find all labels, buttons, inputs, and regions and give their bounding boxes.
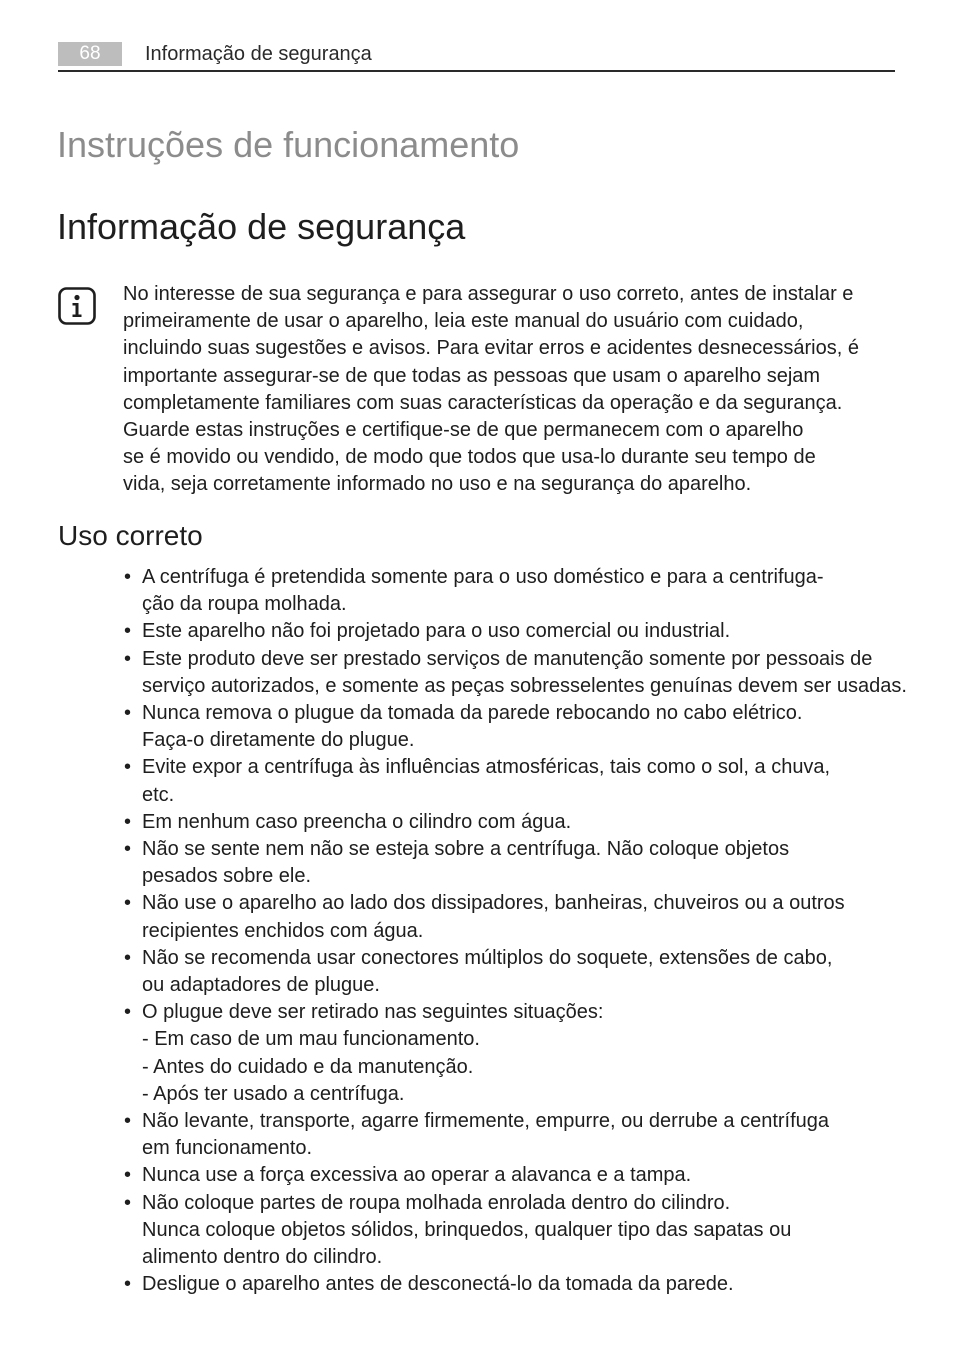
list-item-line: alimento dentro do cilindro.	[142, 1246, 383, 1269]
bullet-marker: •	[124, 1273, 132, 1296]
chapter-title: Instruções de funcionamento	[57, 124, 520, 165]
bullet-marker: •	[124, 702, 132, 725]
subsection-title: Uso correto	[58, 520, 203, 551]
list-item	[124, 564, 914, 618]
bullet-marker: •	[124, 946, 132, 969]
list-item	[124, 1162, 914, 1189]
intro-line: vida, seja corretamente informado no uso e na segurança do aparelho.	[123, 473, 752, 496]
list-item-line: recipientes enchidos com água.	[142, 919, 424, 942]
list-item	[124, 809, 914, 836]
bullet-marker: •	[124, 566, 132, 588]
intro-line: importante assegurar-se de que todas as pessoas que usam o aparelho sejam	[123, 364, 821, 387]
bullet-marker: •	[124, 1110, 132, 1133]
intro-line: incluindo suas sugestões e avisos. Para evitar erros e acidentes desnecessários, é	[123, 337, 859, 360]
running-title: Informação de segurança	[145, 43, 372, 65]
list-item-line: - Em caso de um mau funcionamento.	[142, 1028, 480, 1051]
intro-line: completamente familiares com suas características da operação e da segurança.	[123, 391, 843, 414]
list-item	[124, 1271, 914, 1298]
intro-paragraph	[123, 281, 903, 499]
bullet-marker: •	[124, 620, 132, 643]
bullet-marker: •	[124, 756, 132, 779]
list-item-line: Desligue o aparelho antes de desconectá-lo da tomada da parede.	[142, 1273, 734, 1296]
list-item-line: - Antes do cuidado e da manutenção.	[142, 1055, 474, 1078]
list-item-line: serviço autorizados, e somente as peças sobresselentes genuínas devem ser usadas.	[142, 674, 907, 697]
list-item	[124, 1108, 914, 1162]
list-item	[124, 700, 914, 754]
bullet-marker: •	[124, 1001, 132, 1024]
intro-line: Guarde estas instruções e certifique-se de que permanecem com o aparelho	[123, 419, 804, 442]
bullet-marker: •	[124, 1191, 132, 1214]
list-item-line: Não use o aparelho ao lado dos dissipadores, banheiras, chuveiros ou a outros	[142, 892, 845, 915]
list-item-line: A centrífuga é pretendida somente para o uso doméstico e para a centrifuga-	[142, 566, 824, 588]
info-icon	[58, 287, 96, 325]
bullet-marker: •	[124, 892, 132, 915]
list-item-line: Não coloque partes de roupa molhada enrolada dentro do cilindro.	[142, 1191, 731, 1214]
bullet-marker: •	[124, 838, 132, 861]
list-item-line: O plugue deve ser retirado nas seguintes situações:	[142, 1001, 604, 1024]
intro-line: se é movido ou vendido, de modo que todos que usa-lo durante seu tempo de	[123, 446, 816, 469]
list-item-line: Este produto deve ser prestado serviços de manutenção somente por pessoais de	[142, 647, 873, 670]
page-number: 68	[58, 42, 122, 66]
list-item-line: Não se recomenda usar conectores múltiplos do soquete, extensões de cabo,	[142, 946, 833, 969]
list-item-line: Evite expor a centrífuga às influências atmosféricas, tais como o sol, a chuva,	[142, 756, 831, 779]
section-title: Informação de segurança	[57, 206, 466, 247]
list-item-line: Não se sente nem não se esteja sobre a centrífuga. Não coloque objetos	[142, 838, 790, 861]
list-item	[124, 836, 914, 890]
list-item	[124, 646, 914, 700]
bullet-marker: •	[124, 1164, 132, 1187]
bullet-list	[124, 564, 914, 1298]
list-item-line: Em nenhum caso preencha o cilindro com água.	[142, 810, 572, 833]
list-item-line: Este aparelho não foi projetado para o uso comercial ou industrial.	[142, 620, 731, 643]
list-item	[124, 890, 914, 944]
intro-line: primeiramente de usar o aparelho, leia este manual do usuário com cuidado,	[123, 310, 804, 333]
list-item-line: ou adaptadores de plugue.	[142, 974, 380, 997]
list-item-line: Nunca remova o plugue da tomada da parede rebocando no cabo elétrico.	[142, 702, 803, 725]
page-header	[58, 40, 895, 72]
bullet-marker: •	[124, 810, 132, 833]
list-item-line: em funcionamento.	[142, 1137, 313, 1160]
list-item-line: Faça-o diretamente do plugue.	[142, 729, 415, 752]
intro-line: No interesse de sua segurança e para assegurar o uso correto, antes de instalar e	[123, 283, 854, 305]
list-item	[124, 618, 914, 645]
list-item	[124, 1190, 914, 1272]
list-item-line: Nunca coloque objetos sólidos, brinquedos, qualquer tipo das sapatas ou	[142, 1218, 792, 1241]
list-item	[124, 754, 914, 808]
list-item-line: ção da roupa molhada.	[142, 593, 347, 616]
bullet-marker: •	[124, 647, 132, 670]
list-item	[124, 945, 914, 999]
list-item-line: Não levante, transporte, agarre firmemente, empurre, ou derrube a centrífuga	[142, 1110, 830, 1133]
list-item-line: - Após ter usado a centrífuga.	[142, 1082, 405, 1105]
list-item-line: etc.	[142, 783, 175, 806]
list-item-line: pesados sobre ele.	[142, 865, 312, 888]
list-item-line: Nunca use a força excessiva ao operar a alavanca e a tampa.	[142, 1164, 692, 1187]
list-item	[124, 999, 914, 1108]
